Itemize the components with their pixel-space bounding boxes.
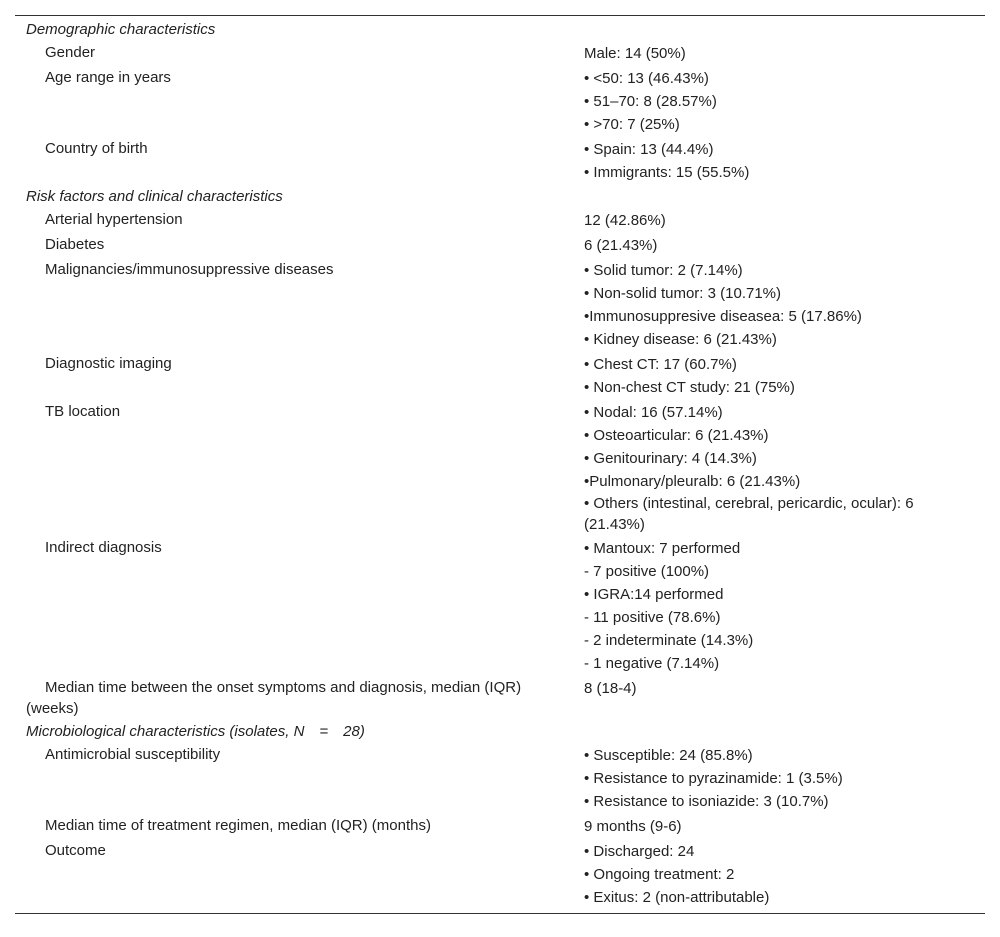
row-values bbox=[573, 42, 985, 65]
value-line: • Spain: 13 (44.4%) bbox=[584, 141, 714, 158]
value-line: • Osteoarticular: 6 (21.43%) bbox=[584, 427, 769, 444]
value-line: • Solid tumor: 2 (7.14%) bbox=[584, 262, 743, 279]
row-label: Diagnostic imaging bbox=[45, 355, 172, 372]
value-line: • Chest CT: 17 (60.7%) bbox=[584, 356, 737, 373]
value-line: • Non-chest CT study: 21 (75%) bbox=[584, 379, 795, 396]
value-line: • 51–70: 8 (28.57%) bbox=[584, 93, 717, 110]
table-row bbox=[15, 257, 985, 351]
row-values bbox=[573, 401, 985, 535]
table-row bbox=[15, 813, 985, 838]
row-label: TB location bbox=[45, 403, 121, 420]
value-line: - 1 negative (7.14%) bbox=[584, 655, 720, 672]
characteristics-table bbox=[15, 15, 985, 914]
row-label: Country of birth bbox=[45, 140, 148, 157]
value-line: • Nodal: 16 (57.14%) bbox=[584, 404, 723, 421]
value-line: •Immunosuppresive diseasea: 5 (17.86%) bbox=[584, 308, 862, 325]
row-label: Indirect diagnosis bbox=[45, 539, 162, 556]
value-line: • Ongoing treatment: 2 bbox=[584, 866, 735, 883]
section-header bbox=[15, 184, 985, 207]
value-line: • Genitourinary: 4 (14.3%) bbox=[584, 450, 757, 467]
value-line: •Pulmonary/pleuralb: 6 (21.43%) bbox=[584, 473, 801, 490]
row-label: Antimicrobial susceptibility bbox=[45, 746, 221, 763]
value-line: • Resistance to pyrazinamide: 1 (3.5%) bbox=[584, 770, 843, 787]
table-row bbox=[15, 136, 985, 184]
value-line: 6 (21.43%) bbox=[584, 237, 658, 254]
row-label: Median time between the onset symptoms and diagnosis, median (IQR) (weeks) bbox=[26, 679, 522, 717]
row-label: Gender bbox=[45, 44, 96, 61]
value-line: • Exitus: 2 (non-attributable) bbox=[584, 889, 770, 906]
value-line: - 11 positive (78.6%) bbox=[584, 609, 721, 626]
table-row bbox=[15, 40, 985, 65]
value-line: 9 months (9-6) bbox=[584, 818, 682, 835]
table-row bbox=[15, 675, 985, 719]
row-values bbox=[573, 744, 985, 813]
table-row bbox=[15, 399, 985, 535]
table-row bbox=[15, 535, 985, 675]
row-values bbox=[573, 840, 985, 909]
value-line: • Mantoux: 7 performed bbox=[584, 540, 741, 557]
row-values bbox=[573, 67, 985, 136]
row-label: Arterial hypertension bbox=[45, 211, 183, 228]
value-line: - 7 positive (100%) bbox=[584, 563, 710, 580]
row-values bbox=[573, 537, 985, 675]
table-row bbox=[15, 65, 985, 136]
value-line: • Kidney disease: 6 (21.43%) bbox=[584, 331, 777, 348]
value-line: Male: 14 (50%) bbox=[584, 45, 686, 62]
value-line: • Immigrants: 15 (55.5%) bbox=[584, 164, 750, 181]
value-line: • IGRA:14 performed bbox=[584, 586, 724, 603]
row-label: Malignancies/immunosuppressive diseases bbox=[45, 261, 334, 278]
value-line: • Susceptible: 24 (85.8%) bbox=[584, 747, 753, 764]
row-label: Outcome bbox=[45, 842, 106, 859]
value-line: 8 (18-4) bbox=[584, 680, 637, 697]
table-row bbox=[15, 742, 985, 813]
value-line: 12 (42.86%) bbox=[584, 212, 666, 229]
value-line: • <50: 13 (46.43%) bbox=[584, 70, 709, 87]
section-title: Risk factors and clinical characteristics bbox=[26, 188, 283, 205]
row-label: Age range in years bbox=[45, 69, 171, 86]
row-values bbox=[573, 259, 985, 351]
row-values bbox=[573, 209, 985, 232]
table-row bbox=[15, 838, 985, 909]
row-label: Median time of treatment regimen, median (IQR) (months) bbox=[45, 817, 431, 834]
value-line: • >70: 7 (25%) bbox=[584, 116, 680, 133]
row-values bbox=[573, 234, 985, 257]
table-row bbox=[15, 232, 985, 257]
row-label: Diabetes bbox=[45, 236, 105, 253]
table-row bbox=[15, 351, 985, 399]
row-values bbox=[573, 815, 985, 838]
section-header bbox=[15, 719, 985, 742]
value-line: - 2 indeterminate (14.3%) bbox=[584, 632, 754, 649]
row-values bbox=[573, 353, 985, 399]
section-header bbox=[15, 17, 985, 40]
row-values bbox=[573, 677, 985, 700]
section-title: Demographic characteristics bbox=[26, 21, 216, 38]
table-row bbox=[15, 207, 985, 232]
value-line: • Non-solid tumor: 3 (10.71%) bbox=[584, 285, 781, 302]
section-title: Microbiological characteristics (isolates, N = 28) bbox=[26, 723, 365, 740]
row-values bbox=[573, 138, 985, 184]
value-line: • Resistance to isoniazide: 3 (10.7%) bbox=[584, 793, 829, 810]
value-line: • Discharged: 24 bbox=[584, 843, 695, 860]
value-line: • Others (intestinal, cerebral, pericardic, ocular): 6 (21.43%) bbox=[584, 495, 914, 533]
